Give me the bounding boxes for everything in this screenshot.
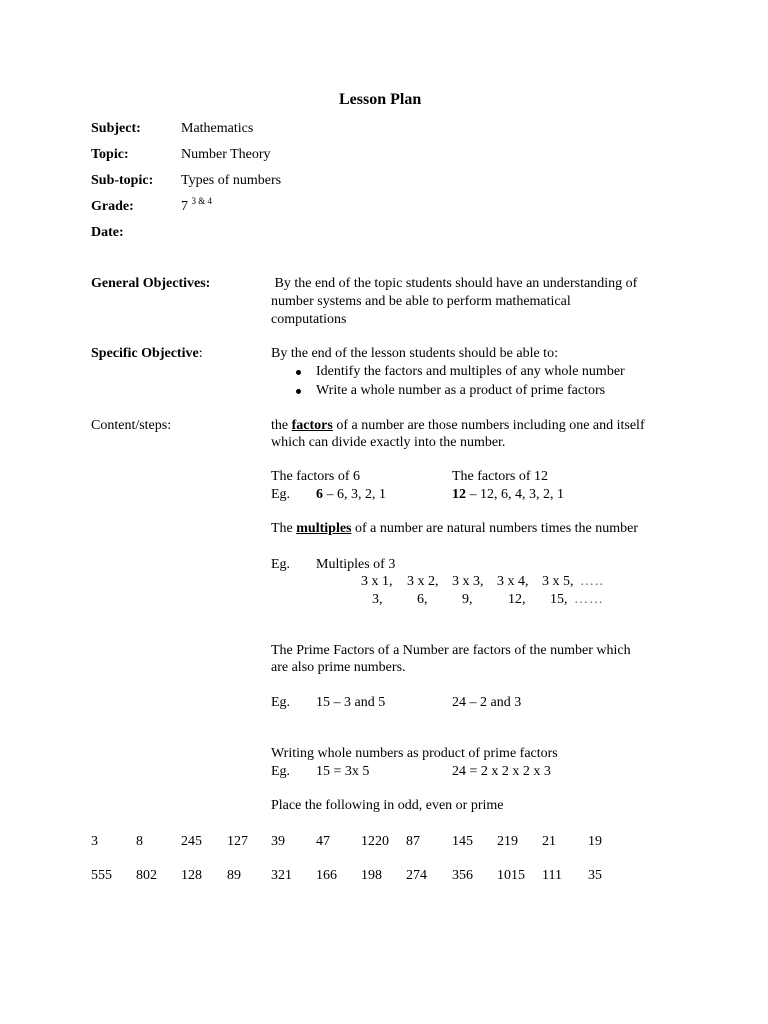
general-objectives-line-1: By the end of the topic students should have an understanding of — [271, 276, 638, 291]
grade-label: Grade: — [91, 199, 134, 214]
grade-number: 7 — [181, 199, 188, 214]
topic-label: Topic: — [91, 147, 129, 162]
grade-value — [181, 198, 212, 216]
multiple-product-5: 3 x 5, — [542, 574, 574, 589]
multiples-pre: The — [271, 521, 297, 536]
multiple-product-2: 3 x 2, — [407, 574, 439, 589]
factors-12-values: – 12, 6, 4, 3, 2, 1 — [466, 487, 564, 502]
multiple-result-3: 9, — [462, 592, 473, 607]
number-cell: 198 — [361, 868, 382, 883]
factors-6-number: 6 — [316, 487, 323, 502]
factors-of-6-title: The factors of 6 — [271, 469, 361, 484]
factors-12-number: 12 — [452, 487, 466, 502]
multiple-result-2: 6, — [417, 592, 428, 607]
prime-factors-line-1: The Prime Factors of a Number are factors of the number which — [271, 643, 631, 658]
number-cell: 47 — [316, 834, 330, 849]
factors-of-12-list — [452, 486, 564, 504]
general-objectives-label: General Objectives: — [91, 276, 211, 291]
number-cell: 8 — [136, 834, 143, 849]
specific-objective-label: Specific Objective — [91, 346, 199, 361]
factors-pre: the — [271, 418, 292, 433]
general-objectives-line-2: number systems and be able to perform mathematical — [271, 294, 571, 309]
factors-of-6-list — [316, 486, 386, 504]
number-cell: 19 — [588, 834, 602, 849]
subject-label: Subject: — [91, 121, 141, 136]
subject-value: Mathematics — [181, 121, 254, 136]
number-row-2 — [91, 867, 731, 885]
specific-objective-bullet-2 — [296, 382, 605, 400]
factors-of-12-title: The factors of 12 — [452, 469, 549, 484]
number-cell: 89 — [227, 868, 241, 883]
number-cell: 555 — [91, 868, 112, 883]
number-cell: 39 — [271, 834, 285, 849]
specific-objective-label-wrap — [91, 345, 203, 363]
prime-factors-line-2: are also prime numbers. — [271, 660, 406, 675]
specific-objective-bullet-1 — [296, 363, 625, 381]
multiples-post: of a number are natural numbers times the number — [351, 521, 639, 536]
multiple-product-1: 3 x 1, — [361, 574, 393, 589]
factors-6-values: – 6, 3, 2, 1 — [323, 487, 386, 502]
specific-objective-colon: : — [198, 346, 203, 361]
number-row-1 — [91, 833, 731, 851]
bullet-text: Identify the factors and multiples of any whole number — [316, 364, 625, 379]
number-cell: 1015 — [497, 868, 525, 883]
multiples-eg-label: Eg. — [271, 557, 291, 572]
prime-eg-24: 24 – 2 and 3 — [452, 695, 522, 710]
specific-objective-intro: By the end of the lesson students should be able to: — [271, 346, 558, 361]
multiple-product-3: 3 x 3, — [452, 574, 484, 589]
number-cell: 321 — [271, 868, 292, 883]
number-cell: 111 — [542, 868, 562, 883]
number-cell: 127 — [227, 834, 248, 849]
number-cell: 219 — [497, 834, 518, 849]
bullet-icon — [296, 389, 301, 394]
number-cell: 21 — [542, 834, 556, 849]
writing-eg-24: 24 = 2 x 2 x 2 x 3 — [452, 764, 551, 779]
factors-post: of a number are those numbers including one and itself — [332, 418, 645, 433]
multiple-result-1: 3, — [372, 592, 383, 607]
factors-definition-line-2: which can divide exactly into the number. — [271, 435, 506, 450]
grade-superscript: 3 & 4 — [191, 196, 213, 206]
number-cell: 145 — [452, 834, 473, 849]
factors-eg-label: Eg. — [271, 487, 291, 502]
number-cell: 802 — [136, 868, 157, 883]
date-label: Date: — [91, 225, 124, 240]
subtopic-label: Sub-topic: — [91, 173, 154, 188]
factors-definition-line-1 — [271, 417, 645, 435]
number-cell: 3 — [91, 834, 98, 849]
topic-value: Number Theory — [181, 147, 271, 162]
number-cell: 35 — [588, 868, 602, 883]
content-steps-label: Content/steps: — [91, 418, 172, 433]
bullet-icon — [296, 370, 301, 375]
multiple-product-ellipsis: ….. — [580, 574, 604, 589]
multiple-result-ellipsis: …… — [574, 592, 604, 607]
multiple-result-4: 12, — [508, 592, 526, 607]
number-cell: 356 — [452, 868, 473, 883]
multiple-result-5: 15, — [550, 592, 568, 607]
place-instruction: Place the following in odd, even or prime — [271, 798, 504, 813]
factors-term: factors — [291, 418, 333, 433]
number-cell: 1220 — [361, 834, 389, 849]
number-cell: 128 — [181, 868, 202, 883]
number-cell: 166 — [316, 868, 337, 883]
number-cell: 274 — [406, 868, 427, 883]
writing-eg-15: 15 = 3x 5 — [316, 764, 370, 779]
page-title: Lesson Plan — [339, 91, 422, 108]
multiples-eg-title: Multiples of 3 — [316, 557, 396, 572]
multiples-term: multiples — [296, 521, 352, 536]
prime-eg-label: Eg. — [271, 695, 291, 710]
writing-eg-label: Eg. — [271, 764, 291, 779]
number-cell: 245 — [181, 834, 202, 849]
bullet-text: Write a whole number as a product of prime factors — [316, 383, 606, 398]
writing-prime-title: Writing whole numbers as product of prime factors — [271, 746, 558, 761]
general-objectives-line-3: computations — [271, 312, 347, 327]
prime-eg-15: 15 – 3 and 5 — [316, 695, 386, 710]
multiple-product-4: 3 x 4, — [497, 574, 529, 589]
multiples-definition — [271, 520, 638, 538]
number-cell: 87 — [406, 834, 420, 849]
subtopic-value: Types of numbers — [181, 173, 282, 188]
